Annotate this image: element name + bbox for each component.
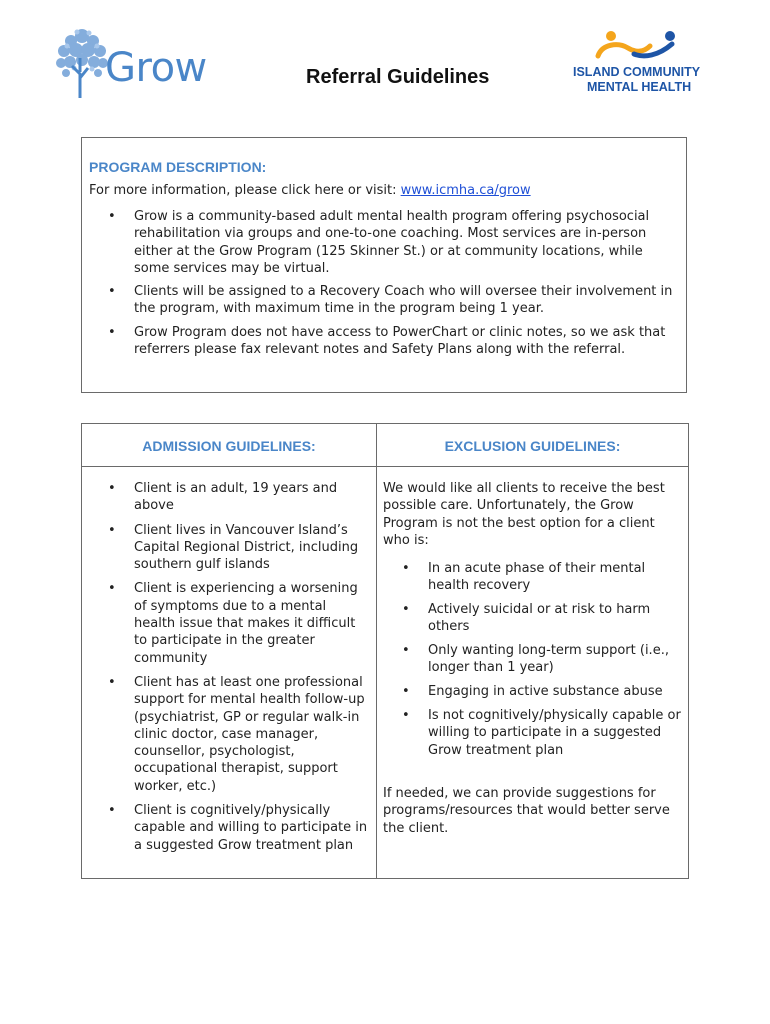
exclusion-heading: EXCLUSION GUIDELINES: (444, 438, 621, 454)
header-divider (82, 466, 688, 467)
list-item (108, 802, 370, 854)
program-bullet-list (108, 208, 674, 364)
bullet-icon: • (402, 643, 410, 659)
list-item-text: In an acute phase of their mental health recovery (428, 561, 646, 594)
bullet-icon: • (108, 284, 116, 300)
exclusion-outro: If needed, we can provide suggestions for programs/resources that would better serve the client. (383, 786, 670, 836)
list-item-text: Actively suicidal or at risk to harm others (428, 602, 651, 635)
bullet-icon: • (108, 522, 116, 538)
admission-heading: ADMISSION GUIDELINES: (142, 438, 316, 454)
list-item (108, 522, 370, 574)
bullet-icon: • (108, 674, 116, 690)
grow-logo-text: Grow (105, 45, 207, 91)
bullet-icon: • (108, 803, 116, 819)
list-item-text: Clients will be assigned to a Recovery Coach who will oversee their involvement in the program, with maximum time in the program being 1 year. (134, 284, 673, 317)
exclusion-intro: We would like all clients to receive the best possible care. Unfortunately, the Grow Program is not the best option for a client who is: (383, 481, 665, 548)
page-title: Referral Guidelines (306, 66, 490, 88)
list-item-text: Client has at least one professional support for mental health follow-up (psychiatrist, GP or regular walk-in clinic doctor, case manager, counsellor, psychologist, occupational therapist, support worker, etc.) (134, 674, 365, 794)
icmh-logo-line1: ISLAND COMMUNITY (573, 65, 701, 79)
admission-bullet-list (108, 480, 370, 861)
list-item (402, 707, 684, 759)
bullet-icon: • (108, 581, 116, 597)
program-info-text: For more information, please click here or visit: (89, 183, 401, 198)
bullet-icon: • (402, 602, 410, 618)
program-description-box (81, 137, 687, 393)
list-item-text: Client is cognitively/physically capable and willing to participate in a suggested Grow treatment plan (134, 803, 368, 853)
bullet-icon: • (402, 708, 410, 724)
list-item-text: Client is an adult, 19 years and above (134, 481, 338, 514)
list-item (108, 283, 674, 318)
list-item-text: Client lives in Vancouver Island’s Capital Regional District, including southern gulf islands (134, 522, 359, 573)
bullet-icon: • (108, 209, 116, 224)
list-item-text: Grow is a community-based adult mental health program offering psychosocial rehabilitation via groups and one-to-one coaching. Most services are in-person either at the Grow Program (125 Skinner St.) or at community locations, while some services may be virtual. (134, 209, 650, 276)
list-item (402, 642, 684, 677)
bullet-icon: • (108, 481, 116, 496)
list-item (108, 324, 674, 359)
bullet-icon: • (402, 684, 410, 700)
list-item (108, 208, 674, 277)
icmh-logo-line2: MENTAL HEALTH (587, 80, 692, 94)
people-swoosh-icon (592, 28, 682, 62)
program-heading: PROGRAM DESCRIPTION: (89, 159, 267, 175)
list-item (108, 580, 370, 666)
list-item (108, 674, 370, 795)
icmh-logo (568, 28, 718, 98)
column-divider (376, 424, 377, 878)
list-item (402, 601, 684, 636)
guidelines-table (81, 423, 689, 879)
list-item-text: Is not cognitively/physically capable or willing to participate in a suggested Grow treatment plan (428, 708, 681, 758)
list-item (402, 560, 684, 595)
tree-icon (52, 22, 112, 100)
list-item-text: Grow Program does not have access to PowerChart or clinic notes, so we ask that referrers please fax relevant notes and Safety Plans along with the referral. (134, 324, 666, 358)
program-info-link[interactable]: www.icmha.ca/grow (400, 183, 531, 198)
list-item (108, 480, 370, 515)
list-item-text: Client is experiencing a worsening of symptoms due to a mental health issue that makes it difficult to participate in the greater community (134, 581, 358, 666)
grow-logo (52, 22, 222, 100)
list-item-text: Engaging in active substance abuse (428, 684, 663, 700)
bullet-icon: • (108, 324, 116, 340)
exclusion-bullet-list (402, 560, 684, 765)
bullet-icon: • (402, 561, 410, 576)
list-item (402, 683, 684, 700)
program-info-line (89, 183, 531, 198)
list-item-text: Only wanting long-term support (i.e., longer than 1 year) (428, 643, 669, 676)
